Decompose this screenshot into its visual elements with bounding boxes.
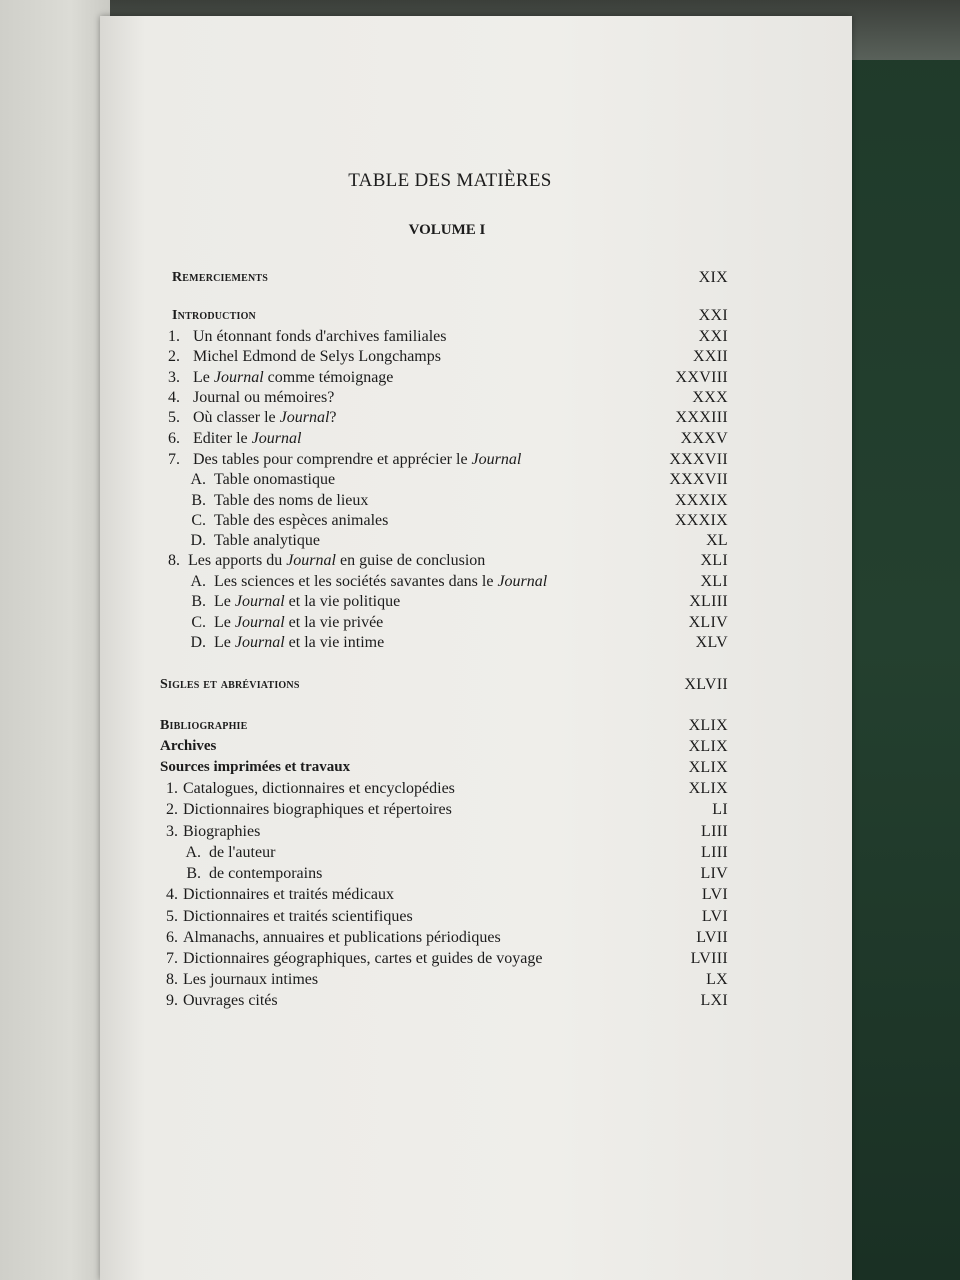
toc-section-row xyxy=(0,305,960,326)
toc-entry-index: A. xyxy=(185,844,201,861)
toc-page-number: XLIX xyxy=(688,759,728,776)
toc-entry-index: 4. xyxy=(166,886,178,903)
toc-entry-index: 2. xyxy=(168,348,180,365)
toc-entry-label: Un étonnant fonds d'archives familiales xyxy=(193,328,447,345)
toc-entry-index: 3. xyxy=(168,369,180,386)
toc-page-number: XL xyxy=(706,532,728,549)
toc-page-number: XXXVII xyxy=(669,451,728,468)
toc-entry-label: Le Journal et la vie politique xyxy=(214,593,401,610)
toc-entry-label: Michel Edmond de Selys Longchamps xyxy=(193,348,441,365)
toc-entry-row xyxy=(0,407,960,428)
toc-subentry-row xyxy=(0,571,960,592)
toc-entry-label: Les sciences et les sociétés savantes dans le Journal xyxy=(214,573,548,590)
toc-entry-label: Editer le Journal xyxy=(193,430,302,447)
toc-entry-index: D. xyxy=(190,532,206,549)
toc-page-number: XXX xyxy=(692,389,728,406)
toc-entry-label: Dictionnaires biographiques et répertoires xyxy=(183,801,452,818)
toc-entry-label: Le Journal et la vie intime xyxy=(214,634,385,651)
toc-entry-index: 1. xyxy=(166,780,178,797)
toc-entry-index: 5. xyxy=(166,908,178,925)
toc-subentry-row xyxy=(0,490,960,511)
toc-entry-index: 7. xyxy=(168,451,180,468)
toc-entry-label: Le Journal et la vie privée xyxy=(214,614,384,631)
toc-page-number: LXI xyxy=(700,992,728,1009)
toc-subentry-row xyxy=(0,510,960,531)
toc-page-number: XIX xyxy=(698,269,728,286)
toc-page-number: XXVIII xyxy=(675,369,728,386)
toc-entry-index: 1. xyxy=(168,328,180,345)
page-title: TABLE DES MATIÈRES xyxy=(348,170,552,191)
toc-entry-label: Dictionnaires et traités médicaux xyxy=(183,886,395,903)
toc-entry-row xyxy=(0,367,960,388)
volume-heading: VOLUME I xyxy=(408,222,486,238)
toc-subentry-row xyxy=(0,612,960,633)
toc-page-number: XLV xyxy=(695,634,728,651)
toc-entry-index: 4. xyxy=(168,389,180,406)
toc-page-number: LIII xyxy=(701,844,728,861)
toc-entry-label: Le Journal comme témoignage xyxy=(193,369,394,386)
toc-entry-index: B. xyxy=(191,593,206,610)
toc-subentry-row xyxy=(0,469,960,490)
toc-subsection-row xyxy=(0,736,960,757)
toc-section-label: Introduction xyxy=(172,308,256,323)
toc-section-row xyxy=(0,715,960,736)
toc-page-number: XLIX xyxy=(688,717,728,734)
toc-entry-index: 9. xyxy=(166,992,178,1009)
toc-page-number: XLIX xyxy=(688,738,728,755)
toc-page-number: XXII xyxy=(693,348,728,365)
toc-subsection-label: Sources imprimées et travaux xyxy=(160,759,351,775)
toc-entry-label: Biographies xyxy=(183,823,261,840)
toc-entry-label: Almanachs, annuaires et publications périodiques xyxy=(183,929,501,946)
toc-entry-index: B. xyxy=(186,865,201,882)
toc-entry-label: Dictionnaires géographiques, cartes et guides de voyage xyxy=(183,950,543,967)
toc-page-number: XXI xyxy=(698,328,728,345)
toc-page-number: XXXVII xyxy=(669,471,728,488)
toc-entry-index: 6. xyxy=(166,929,178,946)
toc-entry-index: 3. xyxy=(166,823,178,840)
toc-entry-row xyxy=(0,449,960,470)
toc-page-number: XLIX xyxy=(688,780,728,797)
toc-page-number: LIV xyxy=(700,865,728,882)
toc-entry-index: C. xyxy=(191,512,206,529)
toc-entry-row xyxy=(0,990,960,1011)
toc-entry-label: Dictionnaires et traités scientifiques xyxy=(183,908,413,925)
toc-entry-label: Les apports du Journal en guise de conclusion xyxy=(188,552,486,569)
toc-entry-row xyxy=(0,428,960,449)
toc-entry-index: C. xyxy=(191,614,206,631)
toc-section-label: Remerciements xyxy=(172,270,269,285)
toc-subentry-row xyxy=(0,591,960,612)
toc-page-number: XLI xyxy=(700,573,728,590)
toc-page-number: XLVII xyxy=(684,676,728,693)
toc-page-number: XXXV xyxy=(680,430,728,447)
toc-entry-index: A. xyxy=(190,573,206,590)
toc-entry-row xyxy=(0,346,960,367)
toc-entry-row xyxy=(0,906,960,927)
toc-entry-label: de l'auteur xyxy=(209,844,276,861)
toc-entry-index: 8. xyxy=(166,971,178,988)
toc-entry-index: A. xyxy=(190,471,206,488)
toc-page-number: LVI xyxy=(701,908,728,925)
toc-page-number: XLIV xyxy=(688,614,728,631)
toc-entry-row xyxy=(0,969,960,990)
toc-subentry-row xyxy=(0,842,960,863)
toc-entry-index: D. xyxy=(190,634,206,651)
toc-entry-label: Journal ou mémoires? xyxy=(193,389,335,406)
toc-entry-label: Table des espèces animales xyxy=(214,512,389,529)
toc-entry-label: Des tables pour comprendre et apprécier le Journal xyxy=(193,451,522,468)
toc-entry-row xyxy=(0,778,960,799)
toc-entry-row xyxy=(0,550,960,571)
toc-page-number: LI xyxy=(712,801,728,818)
toc-entry-row xyxy=(0,927,960,948)
toc-section-label: Sigles et abréviations xyxy=(160,677,300,692)
toc-page-number: XXXIII xyxy=(675,409,728,426)
toc-entry-label: Catalogues, dictionnaires et encyclopédies xyxy=(183,780,455,797)
toc-subentry-row xyxy=(0,632,960,653)
toc-subsection-row xyxy=(0,757,960,778)
toc-entry-row xyxy=(0,821,960,842)
toc-page-number: LVI xyxy=(701,886,728,903)
toc-subentry-row xyxy=(0,863,960,884)
toc-page-number: LX xyxy=(706,971,728,988)
toc-entry-index: 5. xyxy=(168,409,180,426)
toc-entry-index: 8. xyxy=(168,552,180,569)
toc-entry-label: Table des noms de lieux xyxy=(214,492,369,509)
toc-subentry-row xyxy=(0,530,960,551)
toc-page-number: XLI xyxy=(700,552,728,569)
toc-page-number: LIII xyxy=(701,823,728,840)
toc-entry-index: 6. xyxy=(168,430,180,447)
toc-section-row xyxy=(0,267,960,288)
toc-entry-label: Où classer le Journal? xyxy=(193,409,337,426)
toc-entry-label: Table onomastique xyxy=(214,471,336,488)
toc-subsection-label: Archives xyxy=(160,738,217,754)
toc-entry-row xyxy=(0,387,960,408)
toc-entry-label: Les journaux intimes xyxy=(183,971,319,988)
toc-entry-row xyxy=(0,799,960,820)
toc-page-number: XXXIX xyxy=(674,512,728,529)
toc-entry-index: B. xyxy=(191,492,206,509)
toc-entry-label: de contemporains xyxy=(209,865,323,882)
toc-entry-label: Table analytique xyxy=(214,532,320,549)
toc-page-number: XXXIX xyxy=(674,492,728,509)
toc-page-number: LVII xyxy=(696,929,728,946)
toc-entry-index: 7. xyxy=(166,950,178,967)
toc-entry-row xyxy=(0,884,960,905)
toc-section-row xyxy=(0,674,960,695)
toc-page-number: LVIII xyxy=(690,950,728,967)
toc-entry-row xyxy=(0,948,960,969)
toc-page-number: XXI xyxy=(698,307,728,324)
toc-entry-label: Ouvrages cités xyxy=(183,992,278,1009)
toc-entry-row xyxy=(0,326,960,347)
toc-section-label: Bibliographie xyxy=(160,718,248,733)
toc-entry-index: 2. xyxy=(166,801,178,818)
toc-page-number: XLIII xyxy=(689,593,728,610)
